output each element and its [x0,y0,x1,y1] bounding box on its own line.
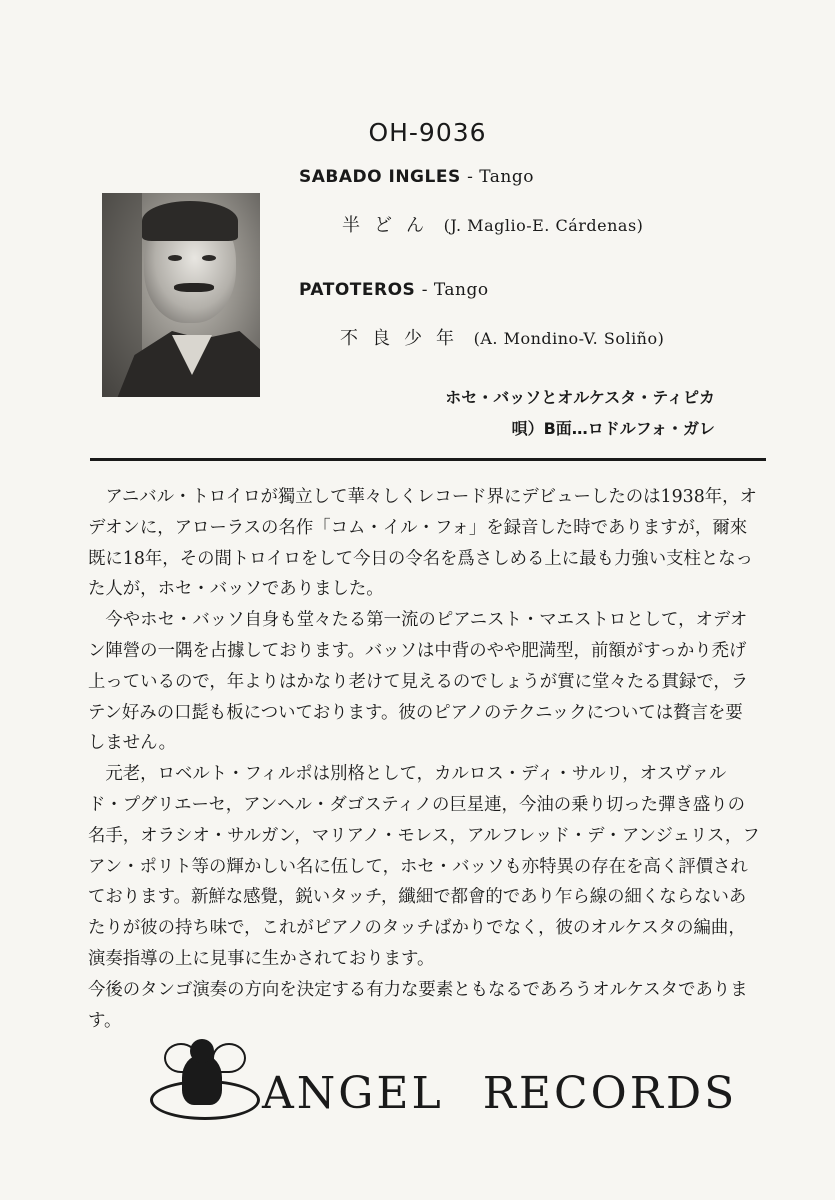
liner-paragraph: 今やホセ・バッソ自身も堂々たる第一流のピアニスト・マエストロとして，オデオン陣營の一隅を占據しております。バッソは中背のやや肥満型，前額がすっかり禿げ上っているので，年よりはかなり老けて見えるのでしょうが實に堂々たる貫録で，ラテン好みの口髭も板についております。彼のピアノのテクニックについては贅言を要しません。 [88,610,749,754]
song-2-subtitle [340,324,664,350]
song-1-composers: (J. Maglio-E. Cárdenas) [443,216,644,235]
song-1-genre: - Tango [467,167,534,187]
liner-paragraph: アニバル・トロイロが獨立して華々しくレコード界にデビューしたのは1938年，オデオンに，アローラスの名作「コム・イル・フォ」を録音した時でありますが，爾來既に18年，その間トロイロをして今日の令名を爲さしめる上に最も力強い支柱となった人が，ホセ・バッソでありました。 [88,487,757,600]
song-2-composers: (A. Mondino-V. Soliño) [473,329,665,348]
vocal-credit: 唄）B面…ロドルフォ・ガレ [511,419,715,438]
divider-rule [90,458,766,461]
song-1-title: SABADO INGLES [299,167,461,187]
liner-paragraph: 今後のタンゴ演奏の方向を決定する有力な要素ともなるであろうオルケスタであります。 [88,979,748,1031]
song-2-japanese-title: 不良少年 [340,328,468,349]
orchestra-credit: ホセ・バッソとオルケスタ・ティピカ [445,388,715,407]
song-2-genre: - Tango [421,280,489,300]
catalog-number: OH-9036 [368,118,487,147]
song-1-subtitle [342,211,643,237]
liner-paragraph: 元老，ロベルト・フィルポは別格として，カルロス・ディ・サルリ，オスヴァルド・プグリエーセ，アンヘル・ダゴスティノの巨星連，今油の乗り切った彈き盛りの名手，オラシオ・サルガン，マリアノ・モレス，アルフレッド・デ・アンジェリス，フアン・ポリト等の輝かしい名に伍して，ホセ・バッソも亦特異の存在を高く評價されております。新鮮な感覺，鋭いタッチ，纖細で都會的であり乍ら線の細くならないあたりが彼の持ち味で，これがピアノのタッチばかりでなく，彼のオルケスタの編曲，演奏指導の上に見事に生かされております。 [88,764,760,969]
song-1-title-line [299,167,534,187]
angel-logo [150,1035,260,1135]
artist-portrait-photo [102,193,260,397]
brand-name: ANGEL RECORDS [262,1068,738,1119]
song-1-japanese-title: 半どん [342,215,438,236]
song-2-title: PATOTEROS [299,280,416,300]
liner-notes [88,482,760,1036]
song-2-title-line [299,280,489,300]
